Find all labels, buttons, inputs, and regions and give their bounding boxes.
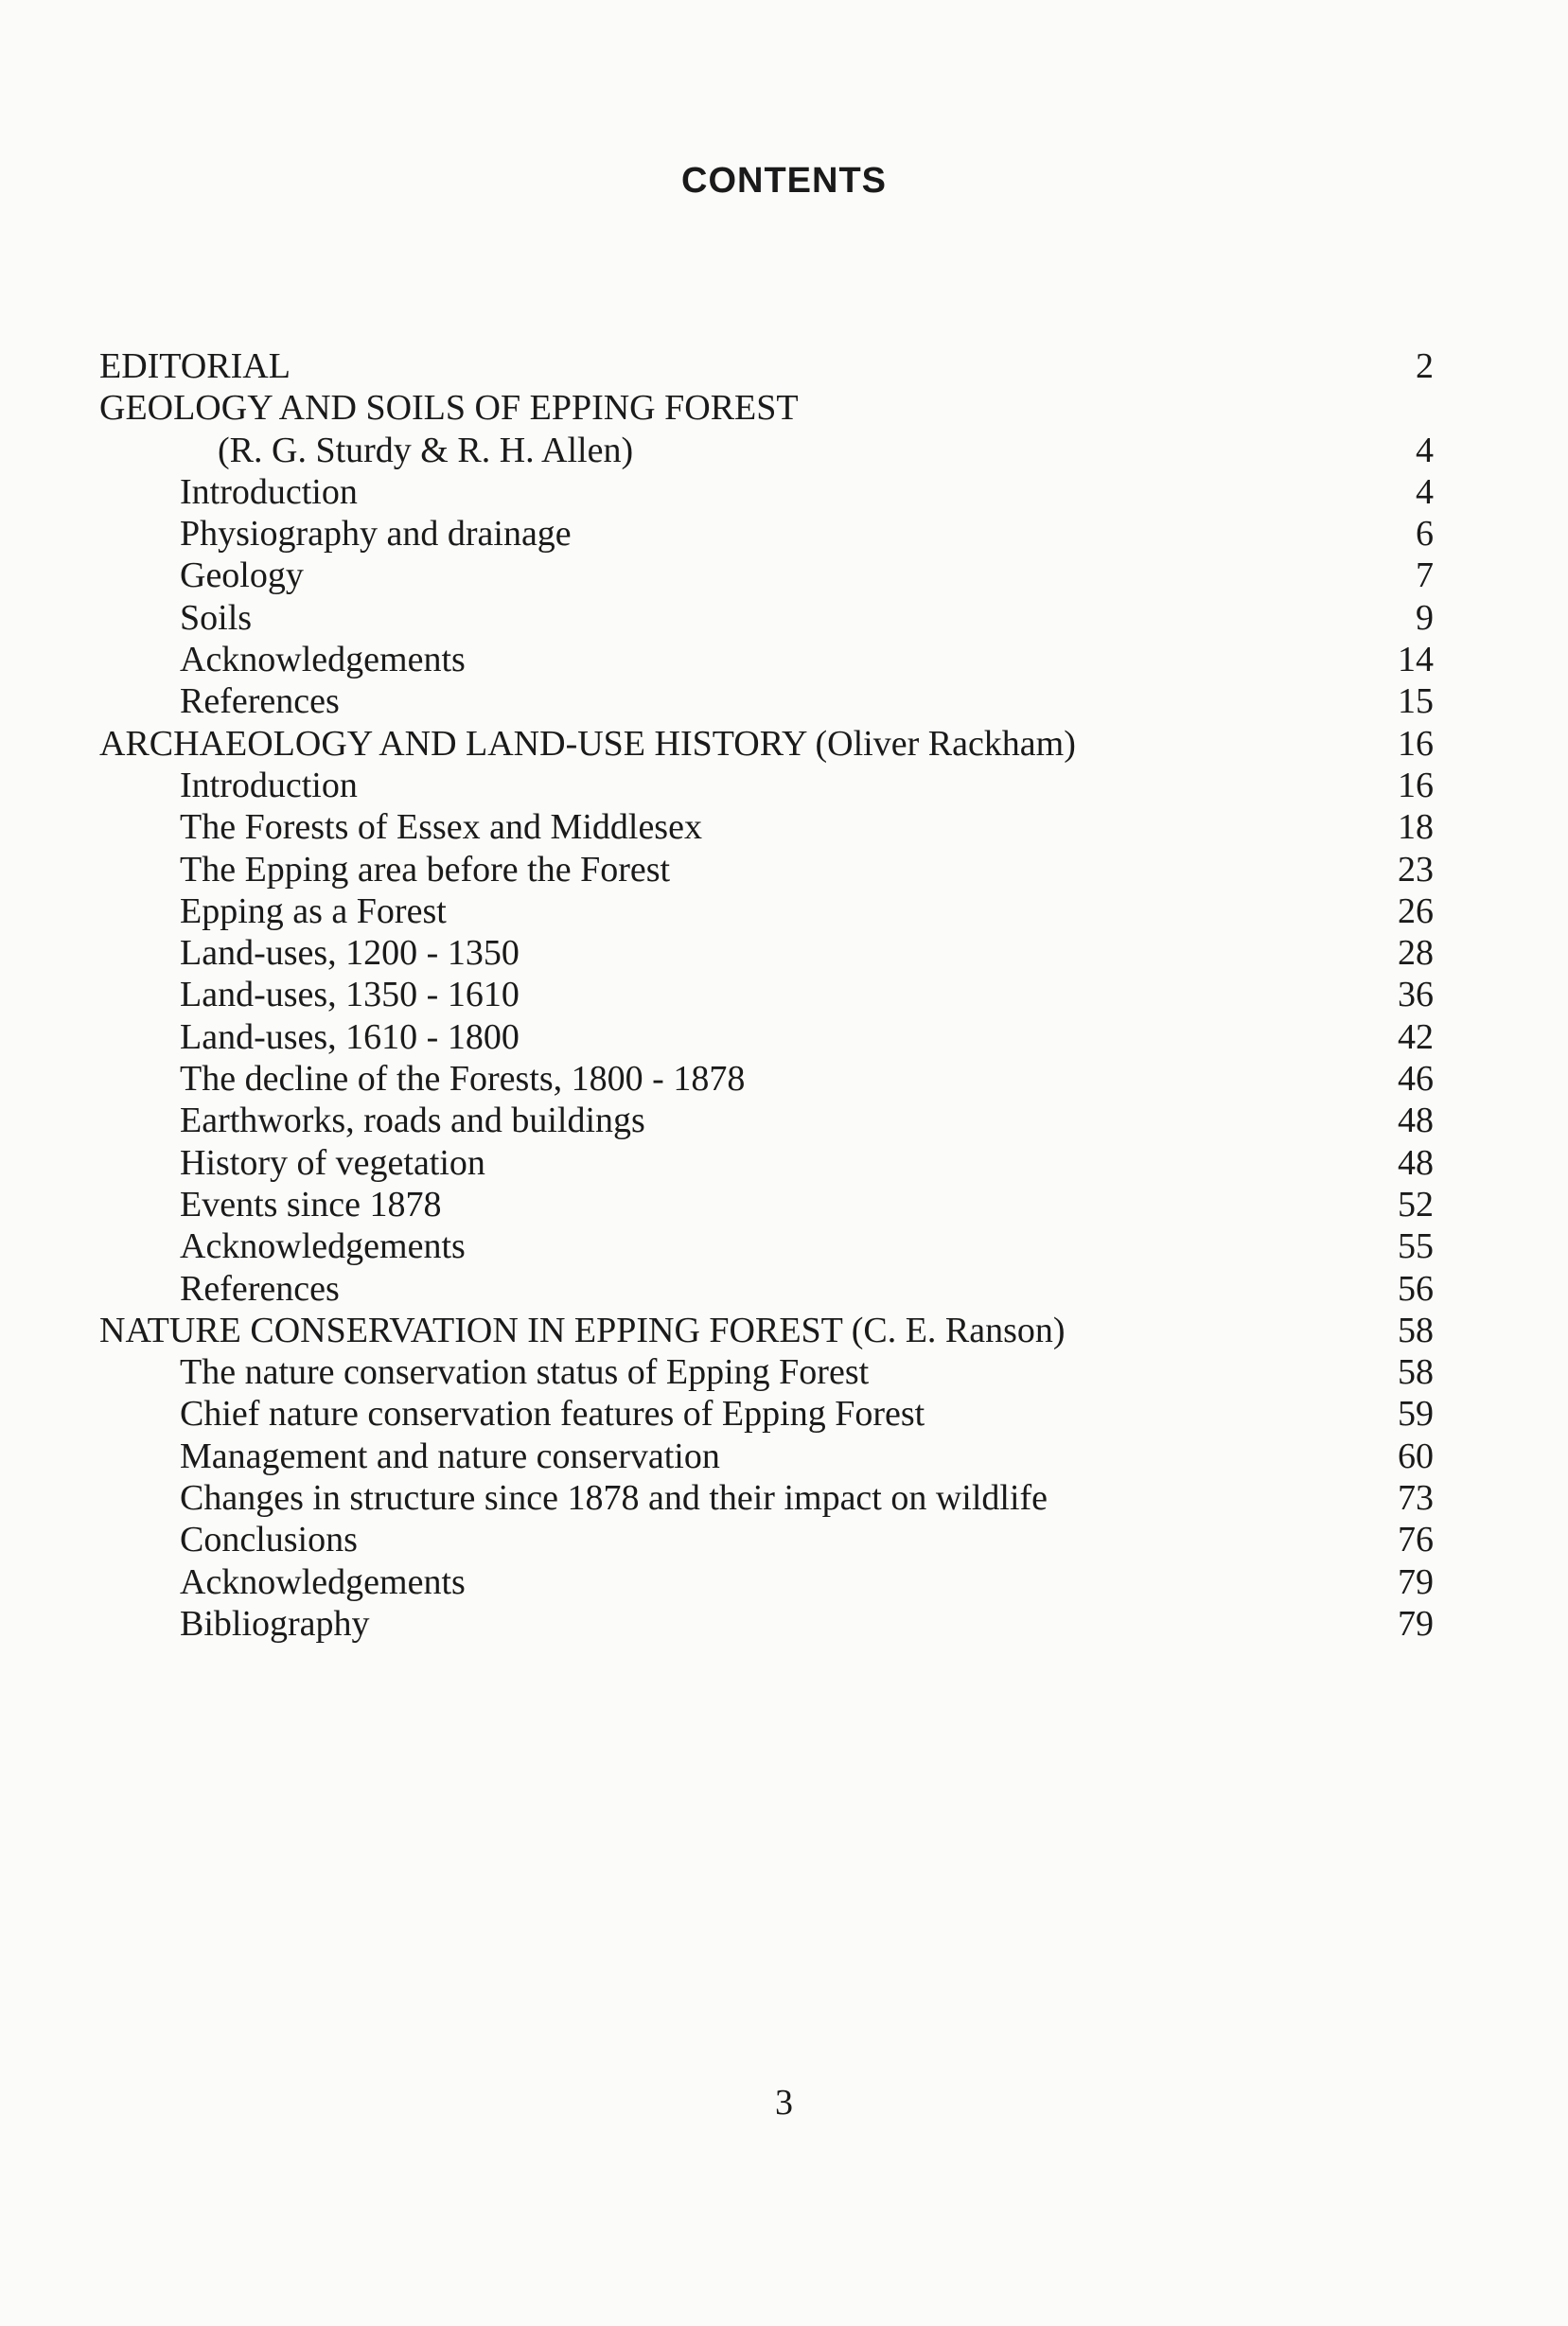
toc-entry: [99, 932, 1434, 974]
toc-entry-page: 79: [1398, 1603, 1434, 1644]
toc-entry-page: 76: [1398, 1520, 1434, 1560]
toc-entry-page: 23: [1398, 849, 1434, 890]
toc-entry-title: Events since 1878: [180, 1184, 442, 1225]
toc-entry-page: 26: [1398, 890, 1434, 931]
toc-entry: [99, 345, 1434, 387]
toc-entry: [99, 890, 1434, 932]
table-of-contents: [99, 345, 1434, 1645]
toc-entry: [99, 806, 1434, 848]
toc-entry-page: 4: [1416, 430, 1434, 470]
toc-entry: [99, 1268, 1434, 1310]
toc-entry-title: Epping as a Forest: [180, 890, 447, 931]
toc-entry: [99, 597, 1434, 639]
toc-entry: [99, 974, 1434, 1015]
toc-entry-page: 7: [1416, 555, 1434, 596]
toc-entry-title: The nature conservation status of Epping Forest: [180, 1352, 870, 1393]
toc-entry-title: Chief nature conservation features of Epping Forest: [180, 1394, 925, 1435]
toc-entry-title: Acknowledgements: [180, 640, 466, 680]
contents-heading: CONTENTS: [681, 161, 887, 201]
toc-entry: [99, 387, 1434, 429]
toc-entry-page: 6: [1416, 514, 1434, 555]
toc-entry-page: 59: [1398, 1394, 1434, 1435]
page-number: 3: [775, 2083, 793, 2123]
toc-entry-page: 58: [1398, 1310, 1434, 1350]
toc-entry: [99, 1519, 1434, 1560]
toc-entry: [99, 1058, 1434, 1100]
toc-entry-page: 28: [1398, 933, 1434, 974]
toc-entry-title: The decline of the Forests, 1800 - 1878: [180, 1059, 746, 1100]
toc-entry-title: Earthworks, roads and buildings: [180, 1101, 645, 1141]
toc-entry: [99, 849, 1434, 890]
toc-entry-title: Geology: [180, 555, 304, 596]
toc-entry: [99, 1225, 1434, 1267]
toc-entry-title: Bibliography: [180, 1603, 370, 1644]
toc-entry-page: 14: [1398, 640, 1434, 680]
toc-entry: [99, 723, 1434, 765]
toc-entry-title: Land-uses, 1610 - 1800: [180, 1016, 520, 1057]
toc-entry-title: Acknowledgements: [180, 1561, 466, 1602]
toc-entry: [99, 513, 1434, 555]
toc-entry-page: 16: [1398, 723, 1434, 764]
toc-entry-page: 4: [1416, 471, 1434, 512]
toc-entry: [99, 1436, 1434, 1477]
toc-entry: [99, 639, 1434, 680]
toc-entry: [99, 765, 1434, 806]
toc-entry-page: 36: [1398, 975, 1434, 1015]
toc-entry-title: Introduction: [180, 471, 358, 512]
toc-entry-title: Land-uses, 1200 - 1350: [180, 933, 520, 974]
toc-entry: [99, 1393, 1434, 1435]
toc-entry: [99, 1016, 1434, 1058]
toc-entry-title: Conclusions: [180, 1520, 358, 1560]
toc-entry-title: History of vegetation: [180, 1142, 485, 1183]
toc-entry-page: 73: [1398, 1478, 1434, 1519]
toc-entry-title: Management and nature conservation: [180, 1436, 720, 1476]
toc-entry-page: 2: [1416, 346, 1434, 386]
toc-entry: [99, 430, 1434, 471]
toc-entry-title: NATURE CONSERVATION IN EPPING FOREST (C. E. Ranson): [99, 1310, 1066, 1350]
toc-entry-title: Changes in structure since 1878 and their impact on wildlife: [180, 1478, 1048, 1519]
toc-entry: [99, 1561, 1434, 1603]
toc-entry: [99, 680, 1434, 722]
toc-entry-title: Introduction: [180, 765, 358, 805]
toc-entry: [99, 1100, 1434, 1141]
toc-entry-page: 60: [1398, 1436, 1434, 1476]
toc-entry: [99, 1142, 1434, 1184]
toc-entry-title: ARCHAEOLOGY AND LAND-USE HISTORY (Oliver Rackham): [99, 723, 1076, 764]
toc-entry-page: 58: [1398, 1352, 1434, 1393]
toc-entry-title: GEOLOGY AND SOILS OF EPPING FOREST: [99, 388, 799, 429]
toc-entry-page: 55: [1398, 1226, 1434, 1267]
toc-entry: [99, 1477, 1434, 1519]
toc-entry-page: 52: [1398, 1184, 1434, 1225]
toc-entry-page: 48: [1398, 1101, 1434, 1141]
toc-entry-page: 16: [1398, 765, 1434, 805]
toc-entry: [99, 1351, 1434, 1393]
toc-entry-page: 9: [1416, 597, 1434, 638]
toc-entry-title: The Epping area before the Forest: [180, 849, 671, 890]
toc-entry-title: References: [180, 1268, 340, 1309]
toc-entry-title: Soils: [180, 597, 253, 638]
toc-entry-page: 42: [1398, 1016, 1434, 1057]
toc-entry-page: 56: [1398, 1268, 1434, 1309]
toc-entry: [99, 555, 1434, 596]
toc-entry-page: 15: [1398, 681, 1434, 722]
toc-entry-title: Acknowledgements: [180, 1226, 466, 1267]
toc-entry: [99, 1603, 1434, 1645]
toc-entry-title: EDITORIAL: [99, 346, 291, 386]
toc-entry-title: Physiography and drainage: [180, 514, 572, 555]
toc-entry: [99, 1184, 1434, 1225]
toc-entry-title: Land-uses, 1350 - 1610: [180, 975, 520, 1015]
toc-entry-page: 18: [1398, 807, 1434, 848]
toc-entry-title: References: [180, 681, 340, 722]
toc-entry-page: 48: [1398, 1142, 1434, 1183]
toc-entry-page: 79: [1398, 1561, 1434, 1602]
toc-entry: [99, 1310, 1434, 1351]
toc-entry-page: 46: [1398, 1059, 1434, 1100]
toc-entry: [99, 471, 1434, 513]
toc-entry-title: (R. G. Sturdy & R. H. Allen): [218, 430, 634, 470]
toc-entry-title: The Forests of Essex and Middlesex: [180, 807, 702, 848]
